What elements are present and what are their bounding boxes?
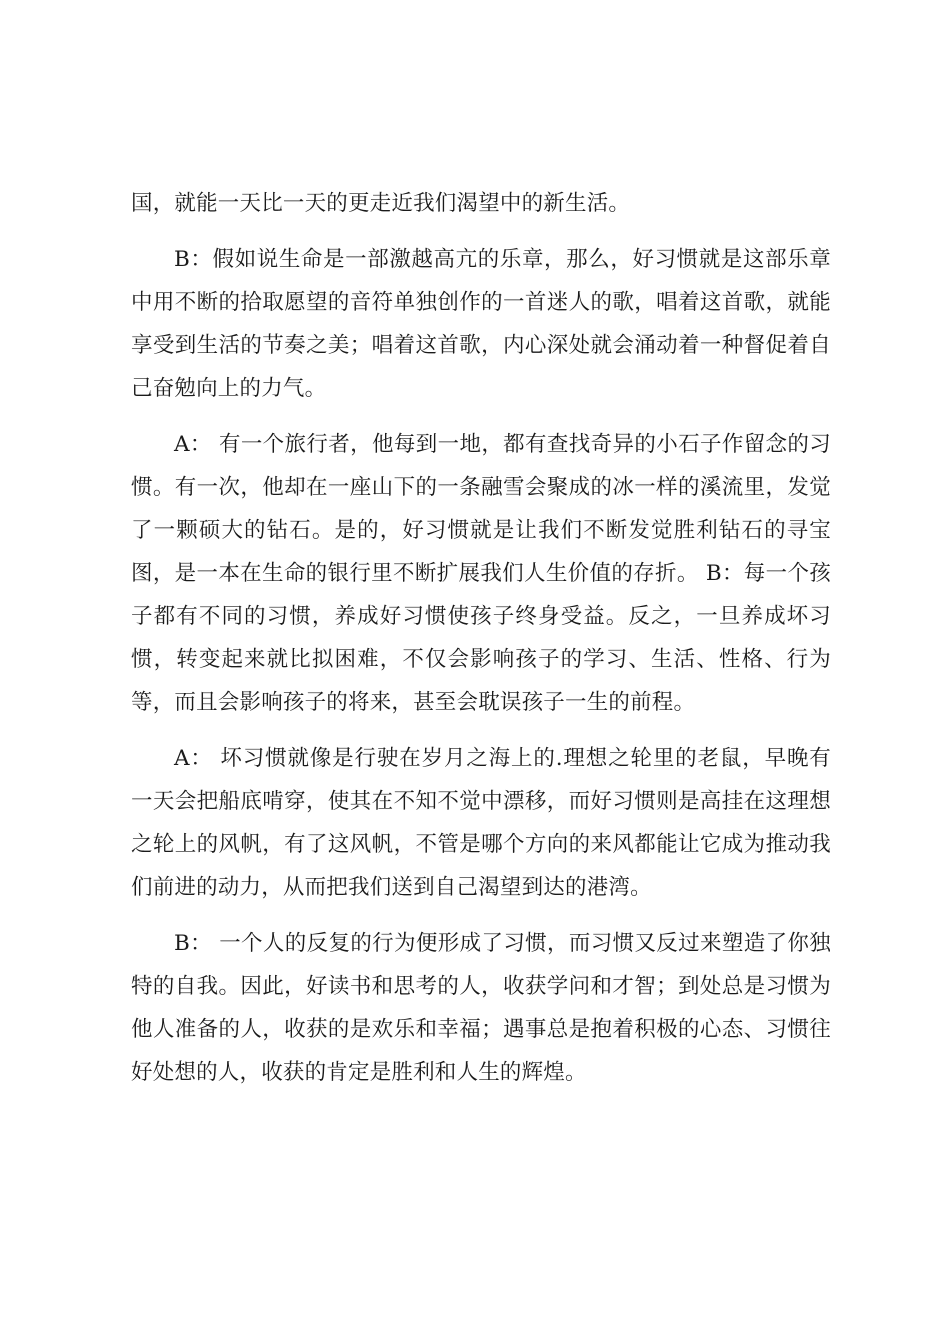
paragraph-b-music: B：假如说生命是一部激越高亢的乐章，那么，好习惯就是这部乐章中用不断的拾取愿望的音符单独创作的一首迷人的歌，唱着这首歌，就能享受到生活的节奏之美；唱着这首歌，内心深处就会涌动着一种督促着自己奋勉向上的力气。 (131, 247, 831, 401)
paragraph-a-bad-habit: A： 坏习惯就像是行驶在岁月之海上的.理想之轮里的老鼠，早晚有一天会把船底啃穿，使其在不知不觉中漂移，而好习惯则是高挂在这理想之轮上的风帆，有了这风帆，不管是哪个方向的来风都能让它成为推动我们前进的动力，从而把我们送到自己渴望到达的港湾。 (131, 746, 831, 900)
paragraph-b-repeated-behavior: B： 一个人的反复的行为便形成了习惯，而习惯又反过来塑造了你独特的自我。因此，好读书和思考的人，收获学问和才智；到处总是习惯为他人准备的人，收获的是欢乐和幸福；遇事总是抱着积极的心态、习惯往好处想的人，收获的肯定是胜利和人生的辉煌。 (131, 931, 831, 1085)
paragraph-continuation: 国，就能一天比一天的更走近我们渴望中的新生活。 (131, 191, 631, 216)
paragraph-a-traveler: A： 有一个旅行者，他每到一地，都有查找奇异的小石子作留念的习惯。有一次，他却在一座山下的一条融雪会聚成的冰一样的溪流里，发觉了一颗硕大的钻石。是的，好习惯就是让我们不断发觉胜利钻石的寻宝图，是一本在生命的银行里不断扩展我们人生价值的存折。 B：每一个孩子都有不同的习惯，养成好习惯使孩子终身受益。反之，一旦养成坏习惯，转变起来就比拟困难，不仅会影响孩子的学习、生活、性格、行为等，而且会影响孩子的将来，甚至会耽误孩子一生的前程。 (131, 432, 831, 715)
document-body (131, 182, 831, 1107)
